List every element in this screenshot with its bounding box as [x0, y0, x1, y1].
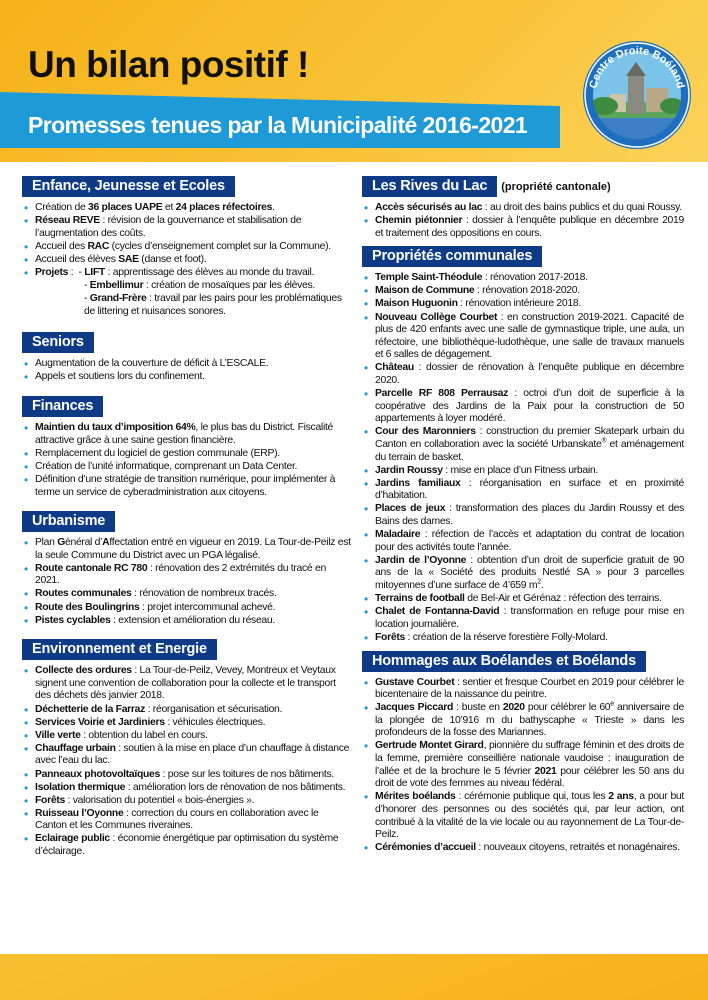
list-item: • Temple Saint-Théodule : rénovation 2017-2018.: [362, 272, 684, 285]
page-title: Un bilan positif !: [28, 44, 309, 85]
bullet-list: [22, 358, 352, 384]
list-item: • Terrains de football de Bel-Air et Gérénaz : réfection des terrains.: [362, 593, 684, 606]
list-item: • Création de 36 places UAPE et 24 places réfectoires.: [22, 202, 352, 215]
section-title: Finances: [22, 396, 103, 417]
list-item: • Plan Général d’Affectation entré en vigueur en 2019. La Tour-de-Peilz est la seule Commune du District avec un PGA légalisé.: [22, 537, 352, 562]
list-item: • Parcelle RF 808 Perrausaz : octroi d’un doit de superficie à la coopérative des Jardins de la Paix pour la construction de 50 appartements à loyer modéré.: [362, 388, 684, 426]
bullet-list: [362, 202, 684, 240]
sub-list-item: - Embellimur : création de mosaïques par les élèves.: [84, 280, 316, 292]
section-header: [22, 511, 352, 537]
list-item: • Gertrude Montet Girard, pionnière du suffrage féminin et des droits de la femme, première conseillière nationale vaudoise : inauguration de l’allée et de la brochure le 5 février 2021 pour célébrer les 50 ans du droit de vote des femmes au niveau fédéral.: [362, 740, 684, 790]
bullet-list: [22, 537, 352, 627]
bullet-list: [362, 677, 684, 855]
section-header: [362, 246, 684, 272]
left-column: [22, 176, 352, 865]
list-item: • Chauffage urbain : soutien à la mise en place d’un chauffage à distance avec l’eau du lac.: [22, 743, 352, 768]
list-item: • Appels et soutiens lors du confinement.: [22, 371, 352, 384]
section-title: Les Rives du Lac: [362, 176, 497, 197]
list-item: • Mérites boélands : cérémonie publique qui, tous les 2 ans, a pour but d’honorer des personnes ou des sociétés qui, par leur action, ont contribué à la vitalité de la vie locale ou au rayonnement de La Tour-de-Peilz.: [362, 791, 684, 841]
section-header: [22, 639, 352, 665]
list-item: • Cour des Maronniers : construction du premier Skatepark urbain du Canton en collaboration avec la société Urbanskate® et aménagement du terrain de basket.: [362, 426, 684, 464]
list-item: • Cérémonies d’accueil : nouveaux citoyens, retraités et nonagénaires.: [362, 842, 684, 855]
list-item: • Jacques Piccard : buste en 2020 pour célébrer le 60e anniversaire de la plongée de 10’916 m du bathyscaphe « Trieste » dans les profondeurs de la fosse des Mariannes.: [362, 702, 684, 740]
list-item: • Services Voirie et Jardiniers : véhicules électriques.: [22, 717, 352, 730]
list-item: • Définition d’une stratégie de transition numérique, pour implémenter à terme un service de cyberadministration aux citoyens.: [22, 474, 352, 499]
section-les-rives-du-lac: [362, 176, 684, 240]
section-environnement-et-energie: [22, 639, 352, 858]
section-title: Environnement et Energie: [22, 639, 217, 660]
section-header: [22, 396, 352, 422]
section-header: [22, 332, 352, 358]
seal-text: Centre Droite Boéland: [587, 44, 687, 90]
sub-list-item: - Grand-Frère : travail par les pairs pour les problématiques de littering et nuisances sonores.: [84, 293, 342, 317]
section-title: Propriétés communales: [362, 246, 542, 267]
list-item: • Jardin de l’Oyonne : obtention d’un droit de superficie gratuit de 90 ans de la « Société des produits Nestlé SA » pour 3 parcelles mitoyennes d’une surface de 4’659 $m^2$.: [362, 555, 684, 593]
list-item: • Projets : - LIFT : apprentissage des élèves au monde du travail.: [22, 267, 352, 280]
right-column: [362, 176, 684, 861]
bullet-list: [362, 272, 684, 644]
section-header: [362, 651, 684, 677]
section-title: Seniors: [22, 332, 94, 353]
list-item: • Places de jeux : transformation des places du Jardin Roussy et des Bains des dames.: [362, 503, 684, 528]
list-item: • Forêts : valorisation du potentiel « bois-énergies ».: [22, 795, 352, 808]
section-title: Urbanisme: [22, 511, 115, 532]
section-finances: [22, 396, 352, 499]
list-item: • Maison Huguonin : rénovation intérieure 2018.: [362, 298, 684, 311]
list-item: • Maladaire : réfection de l’accès et adaptation du contrat de location pour des activités toute l’année.: [362, 529, 684, 554]
list-item: • Augmentation de la couverture de déficit à L’ESCALE.: [22, 358, 352, 371]
list-item: • Forêts : création de la réserve forestière Folly-Molard.: [362, 632, 684, 645]
section-seniors: [22, 332, 352, 384]
section-enfance-jeunesse-et-ecoles: [22, 176, 352, 318]
list-item: • Château : dossier de rénovation à l’enquête publique en décembre 2020.: [362, 362, 684, 387]
list-item: • Chemin piétonnier : dossier à l’enquête publique en décembre 2019 et traitement des oppositions en cours.: [362, 215, 684, 240]
section-proprietes-communales: [362, 246, 684, 644]
list-item: • Route cantonale RC 780 : rénovation des 2 extrémités du tracé en 2021.: [22, 563, 352, 588]
bullet-list: [22, 422, 352, 499]
list-item: • Chalet de Fontanna-David : transformation en refuge pour mise en location journalière.: [362, 606, 684, 631]
list-item: • Accès sécurisés au lac : au droit des bains publics et du quai Roussy.: [362, 202, 684, 215]
list-item: • Ville verte : obtention du label en cours.: [22, 730, 352, 743]
list-item: • Panneaux photovoltaïques : pose sur les toitures de nos bâtiments.: [22, 769, 352, 782]
list-item: • Route des Boulingrins : projet intercommunal achevé.: [22, 602, 352, 615]
section-note: (propriété cantonale): [501, 181, 611, 193]
bullet-list: [22, 202, 352, 318]
list-item: • Accueil des élèves SAE (danse et foot).: [22, 254, 352, 267]
list-item: • Remplacement du logiciel de gestion communale (ERP).: [22, 448, 352, 461]
list-item: • Isolation thermique : amélioration lors de rénovation de nos bâtiments.: [22, 782, 352, 795]
section-title: Enfance, Jeunesse et Ecoles: [22, 176, 235, 197]
bullet-list: [22, 665, 352, 858]
list-item: • Ruisseau l’Oyonne : correction du cours en collaboration avec le Canton et les Communes riveraines.: [22, 808, 352, 833]
list-item: • Collecte des ordures : La Tour-de-Peilz, Vevey, Montreux et Veytaux signent une convention de collaboration pour la collecte et le transport des déchets dès janvier 2018.: [22, 665, 352, 703]
party-logo: [582, 40, 692, 150]
list-item: • Routes communales : rénovation de nombreux tracés.: [22, 588, 352, 601]
list-item: • Pistes cyclables : extension et amélioration du réseau.: [22, 615, 352, 628]
list-item: • Déchetterie de la Farraz : réorganisation et sécurisation.: [22, 704, 352, 717]
list-item: • Jardins familiaux : réorganisation en surface et en proximité d’habitation.: [362, 478, 684, 503]
section-header: [362, 176, 684, 202]
list-item: • Réseau REVE : révision de la gouvernance et stabilisation de l’augmentation des coûts.: [22, 215, 352, 240]
list-item: • Gustave Courbet : sentier et fresque Courbet en 2019 pour célébrer le bicentenaire de la naissance du peintre.: [362, 677, 684, 702]
section-urbanisme: [22, 511, 352, 627]
page-subtitle: Promesses tenues par la Municipalité 2016-2021: [28, 112, 528, 138]
section-title: Hommages aux Boélandes et Boélands: [362, 651, 646, 672]
section-header: [22, 176, 352, 202]
list-item: • Création de l’unité informatique, comprenant un Data Center.: [22, 461, 352, 474]
list-item: • Maison de Commune : rénovation 2018-2020.: [362, 285, 684, 298]
list-item: • Jardin Roussy : mise en place d’un Fitness urbain.: [362, 465, 684, 478]
list-item: • Nouveau Collège Courbet : en construction 2019-2021. Capacité de plus de 420 enfants avec une salle de gymnastique triple, une aula, un réfectoire, une bibliothèque-ludothèque, une salle de travaux manuels et 6 salles de dégagement.: [362, 312, 684, 362]
section-hommages-aux-boelandes-et-boelands: [362, 651, 684, 855]
list-item: • Accueil des RAC (cycles d’enseignement complet sur la Commune).: [22, 241, 352, 254]
list-item: • Maintien du taux d’imposition 64%, le plus bas du District. Fiscalité attractive grâce à une saine gestion financière.: [22, 422, 352, 447]
list-item: • Eclairage public : économie énergétique par optimisation du système d’éclairage.: [22, 833, 352, 858]
